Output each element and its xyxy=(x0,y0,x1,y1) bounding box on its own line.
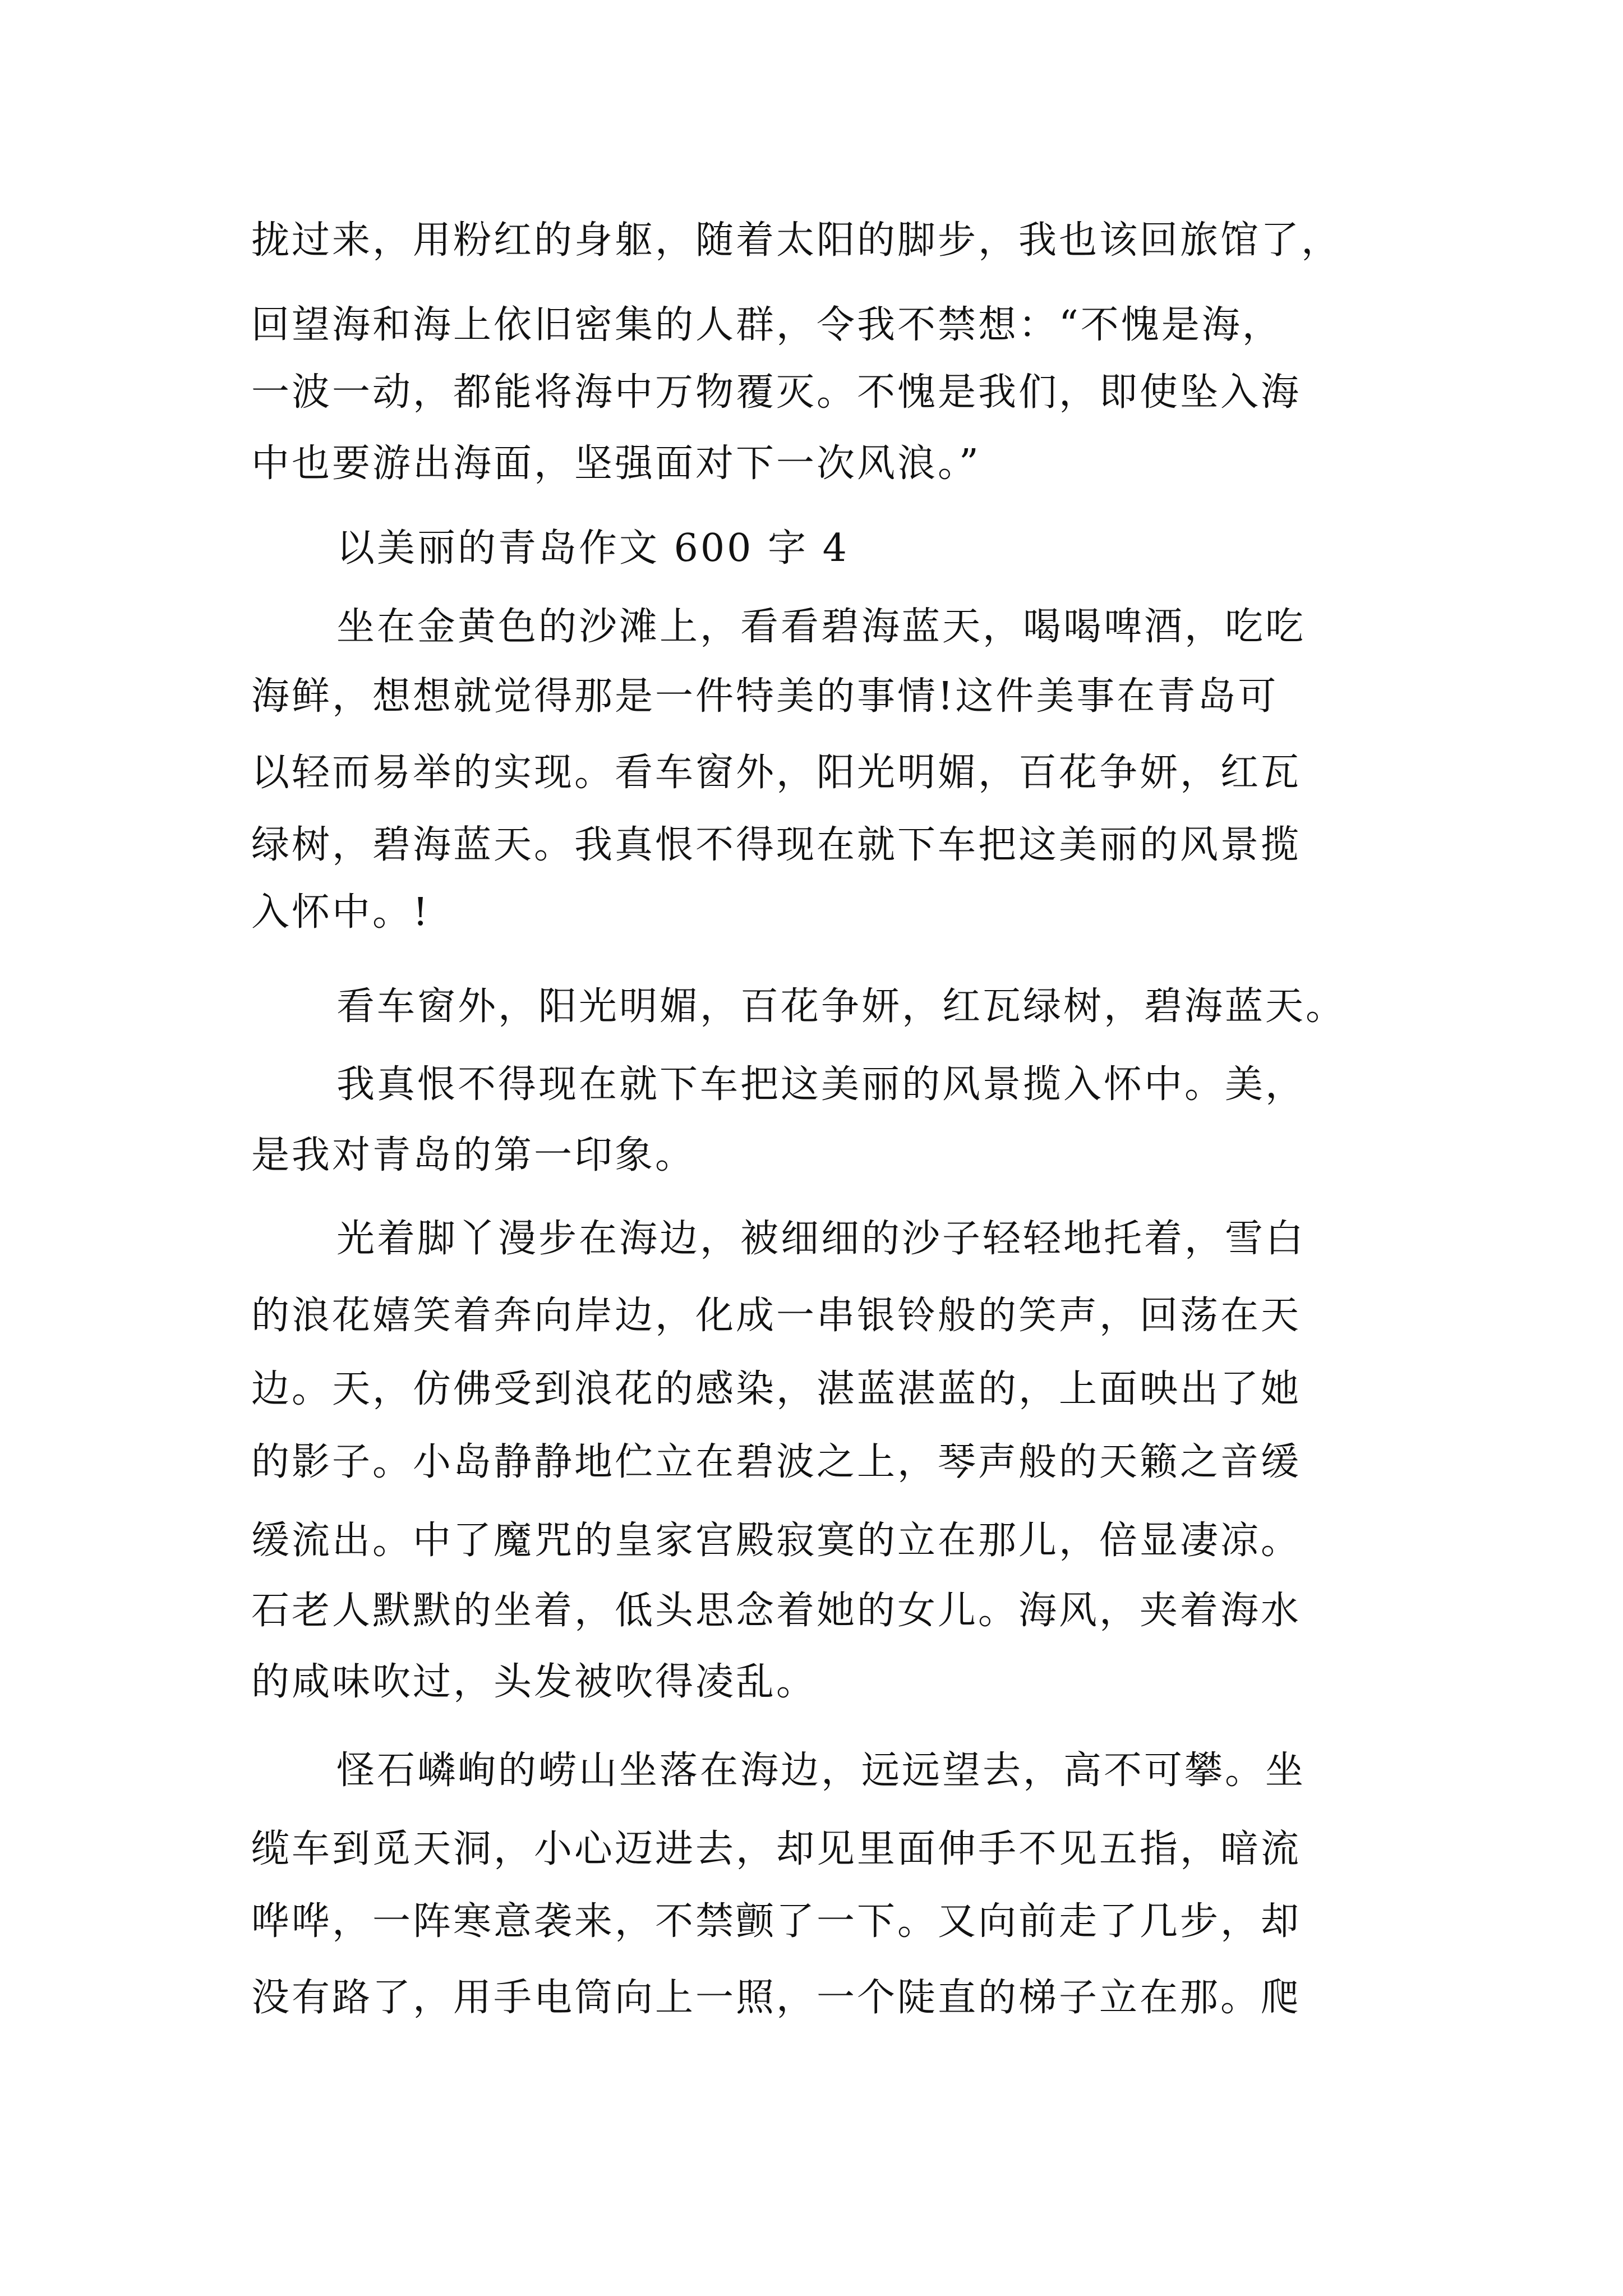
text-line: 没有路了，用手电筒向上一照，一个陡直的梯子立在那。爬 xyxy=(251,1976,1302,2020)
text-line: 坐在金黄色的沙滩上，看看碧海蓝天，喝喝啤酒，吃吃 xyxy=(336,605,1306,649)
section-heading: 以美丽的青岛作文 600 字 4 xyxy=(336,526,849,570)
text-line: 是我对青岛的第一印象。 xyxy=(251,1133,696,1177)
text-line: 一波一动，都能将海中万物覆灭。不愧是我们，即使坠入海 xyxy=(251,370,1302,415)
text-line: 缓流出。中了魔咒的皇家宫殿寂寞的立在那儿，倍显凄凉。 xyxy=(251,1519,1302,1563)
text-line: 绿树，碧海蓝天。我真恨不得现在就下车把这美丽的风景揽 xyxy=(251,823,1302,867)
text-line: 回望海和海上依旧密集的人群，令我不禁想：“不愧是海， xyxy=(251,303,1283,347)
text-line: 看车窗外，阳光明媚，百花争妍，红瓦绿树，碧海蓝天。 xyxy=(336,984,1347,1029)
text-line: 边。天，仿佛受到浪花的感染，湛蓝湛蓝的，上面映出了她 xyxy=(251,1367,1302,1411)
text-line: 缆车到觅天洞，小心迈进去，却见里面伸手不见五指，暗流 xyxy=(251,1827,1302,1871)
text-line: 拢过来，用粉红的身躯，随着太阳的脚步，我也该回旅馆了， xyxy=(251,218,1342,263)
text-line: 哗哗，一阵寒意袭来，不禁颤了一下。又向前走了几步，却 xyxy=(251,1899,1302,1944)
text-line: 以轻而易举的实现。看车窗外，阳光明媚，百花争妍，红瓦 xyxy=(251,751,1302,795)
text-line: 光着脚丫漫步在海边，被细细的沙子轻轻地托着，雪白 xyxy=(336,1217,1306,1261)
text-line: 我真恨不得现在就下车把这美丽的风景揽入怀中。美， xyxy=(336,1062,1306,1107)
text-line: 的浪花嬉笑着奔向岸边，化成一串银铃般的笑声，回荡在天 xyxy=(251,1294,1302,1338)
text-line: 入怀中。! xyxy=(251,890,431,935)
text-line: 怪石嶙峋的崂山坐落在海边，远远望去，高不可攀。坐 xyxy=(336,1749,1306,1793)
text-line: 海鲜，想想就觉得那是一件特美的事情!这件美事在青岛可 xyxy=(251,674,1279,719)
text-line: 的咸味吹过，头发被吹得凌乱。 xyxy=(251,1660,817,1704)
text-line: 石老人默默的坐着，低头思念着她的女儿。海风，夹着海水 xyxy=(251,1589,1302,1633)
text-line: 的影子。小岛静静地伫立在碧波之上，琴声般的天籁之音缓 xyxy=(251,1440,1302,1484)
text-line: 中也要游出海面，坚强面对下一次风浪。” xyxy=(251,441,981,486)
